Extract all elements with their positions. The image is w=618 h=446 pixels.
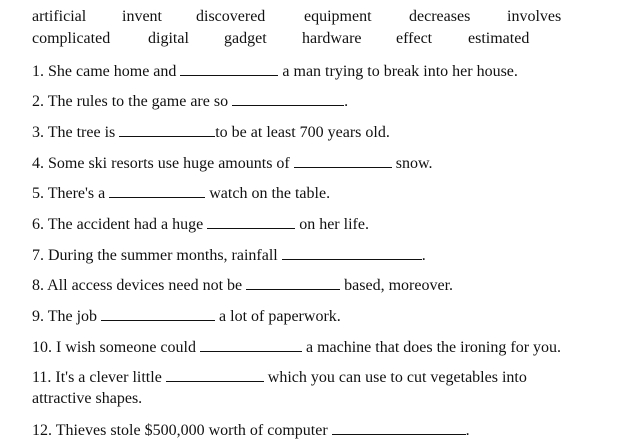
sentence-text-before: 12. Thieves stole $500,000 worth of computer <box>32 422 332 439</box>
word-bank-word: invent <box>122 8 162 25</box>
sentence-text-after: . <box>421 247 426 264</box>
sentence-text-before: 7. During the summer months, rainfall <box>32 247 282 264</box>
word-bank-row-2 <box>32 28 612 50</box>
sentence-4 <box>32 153 433 174</box>
sentence-text-before: 3. The tree is <box>32 124 120 141</box>
sentence-text-before: 11. It's a clever little <box>32 369 166 386</box>
sentence-text-before: 6. The accident had a huge <box>32 216 208 233</box>
word-bank-word: complicated <box>32 30 111 47</box>
sentence-5 <box>32 183 330 204</box>
sentence-1 <box>32 61 518 82</box>
word-bank-word: decreases <box>409 8 471 25</box>
sentence-text-after: a man trying to break into her house. <box>278 63 518 80</box>
sentence-text-before: 1. She came home and <box>32 63 181 80</box>
answer-blank[interactable] <box>332 420 466 435</box>
sentence-text-after: snow. <box>391 155 433 172</box>
sentence-text-before: 9. The job <box>32 308 102 325</box>
answer-blank[interactable] <box>119 122 215 137</box>
answer-blank[interactable] <box>232 91 344 106</box>
word-bank-word: digital <box>148 30 189 47</box>
word-bank-word: estimated <box>468 30 530 47</box>
answer-blank[interactable] <box>200 337 302 352</box>
sentence-text-after: based, moreover. <box>340 277 454 294</box>
word-bank-word: equipment <box>304 8 372 25</box>
sentence-6 <box>32 214 369 235</box>
sentence-9 <box>32 306 341 327</box>
answer-blank[interactable] <box>246 275 340 290</box>
answer-blank[interactable] <box>207 214 295 229</box>
sentence-8 <box>32 275 453 296</box>
sentence-7 <box>32 245 426 266</box>
sentence-12 <box>32 420 470 441</box>
sentence-2 <box>32 91 348 112</box>
sentence-text-after: on her life. <box>295 216 369 233</box>
answer-blank[interactable] <box>282 245 422 260</box>
sentence-text-continuation: attractive shapes. <box>32 390 143 407</box>
sentence-text-after: . <box>344 93 349 110</box>
answer-blank[interactable] <box>166 367 264 382</box>
sentence-text-after: a lot of paperwork. <box>215 308 341 325</box>
answer-blank[interactable] <box>180 61 278 76</box>
sentence-text-before: 4. Some ski resorts use huge amounts of <box>32 155 294 172</box>
word-bank-word: effect <box>396 30 433 47</box>
sentence-3 <box>32 122 390 143</box>
sentence-text-after: to be at least 700 years old. <box>215 124 390 141</box>
sentence-text-after: watch on the table. <box>205 185 331 202</box>
answer-blank[interactable] <box>294 153 392 168</box>
sentence-10 <box>32 337 561 358</box>
sentence-11-continuation <box>32 389 142 409</box>
sentence-text-before: 5. There's a <box>32 185 110 202</box>
word-bank-row-1 <box>32 6 612 28</box>
sentence-text-after: which you can use to cut vegetables into <box>263 369 527 386</box>
sentence-text-before: 8. All access devices need not be <box>32 277 247 294</box>
sentence-text-before: 10. I wish someone could <box>32 339 200 356</box>
answer-blank[interactable] <box>101 306 215 321</box>
sentence-text-after: a machine that does the ironing for you. <box>301 339 562 356</box>
sentence-text-after: . <box>465 422 470 439</box>
sentence-11 <box>32 367 527 388</box>
word-bank-word: artificial <box>32 8 87 25</box>
word-bank-word: gadget <box>224 30 267 47</box>
sentence-text-before: 2. The rules to the game are so <box>32 93 233 110</box>
word-bank-word: hardware <box>302 30 362 47</box>
word-bank-word: discovered <box>196 8 266 25</box>
word-bank <box>32 6 612 50</box>
answer-blank[interactable] <box>109 183 205 198</box>
word-bank-word: involves <box>507 8 562 25</box>
